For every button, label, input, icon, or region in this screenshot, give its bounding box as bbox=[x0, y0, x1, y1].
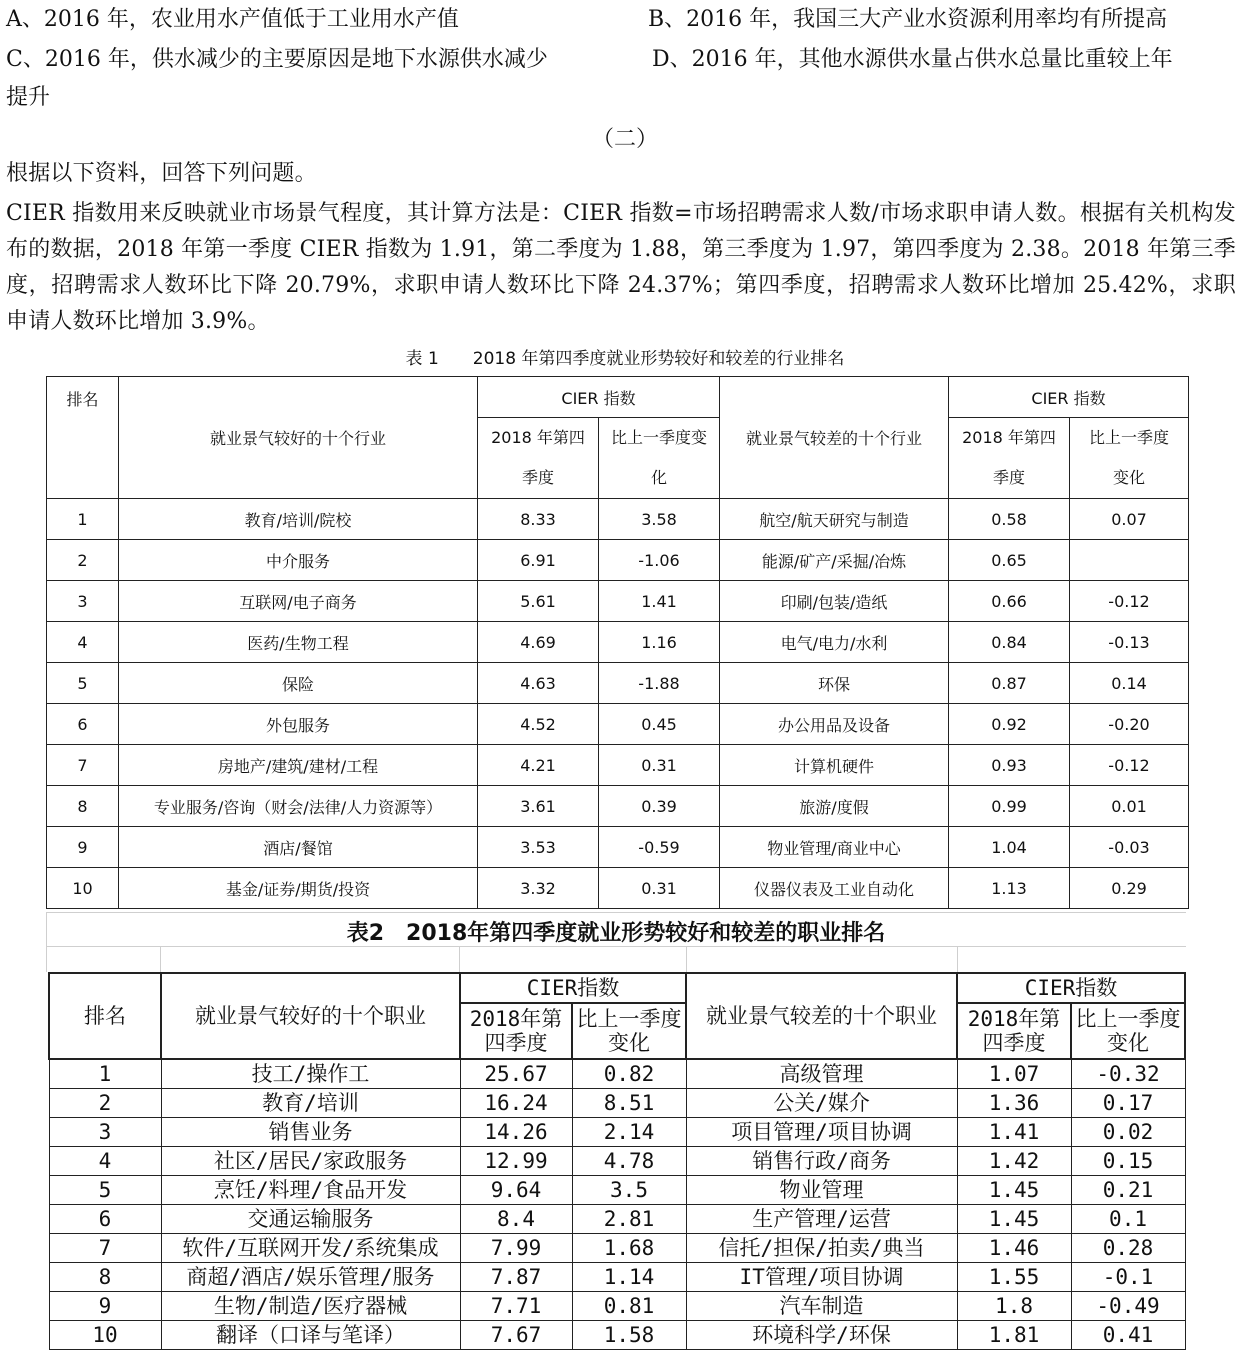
t2-cell-rank: 9 bbox=[49, 1292, 161, 1321]
t1-cell-rank: 9 bbox=[47, 827, 119, 868]
t1-cell-good-q4: 3.61 bbox=[478, 786, 599, 827]
t2-cell-good-name: 翻译（口译与笔译） bbox=[161, 1321, 460, 1350]
table-row bbox=[49, 1234, 1185, 1263]
option-d-continued: 提升 bbox=[6, 85, 51, 110]
t1-cell-bad-change: -0.03 bbox=[1070, 827, 1189, 868]
t1-cell-bad-change bbox=[1070, 540, 1189, 581]
t2-cell-good-change: 2.81 bbox=[572, 1205, 686, 1234]
t2-cell-rank: 3 bbox=[49, 1118, 161, 1147]
t2-cell-bad-name: 汽车制造 bbox=[686, 1292, 957, 1321]
t1-header-cier-2: CIER 指数 bbox=[949, 377, 1189, 418]
t2-cell-rank: 1 bbox=[49, 1059, 161, 1089]
t2-cell-bad-q4: 1.81 bbox=[957, 1321, 1071, 1350]
t1-cell-bad-name: 环保 bbox=[720, 663, 949, 704]
table-row bbox=[49, 1321, 1185, 1350]
t2-cell-good-name: 交通运输服务 bbox=[161, 1205, 460, 1234]
t2-cell-good-change: 1.14 bbox=[572, 1263, 686, 1292]
t1-cell-good-name: 保险 bbox=[119, 663, 478, 704]
option-a: A、2016 年，农业用水产值低于工业用水产值 bbox=[6, 7, 459, 32]
t2-cell-bad-name: 销售行政/商务 bbox=[686, 1147, 957, 1176]
t1-cell-bad-q4: 0.92 bbox=[949, 704, 1070, 745]
t2-cell-bad-q4: 1.45 bbox=[957, 1205, 1071, 1234]
t1-cell-bad-name: 计算机硬件 bbox=[720, 745, 949, 786]
t2-cell-bad-q4: 1.45 bbox=[957, 1176, 1071, 1205]
t1-cell-rank: 8 bbox=[47, 786, 119, 827]
t1-cell-good-change: -1.88 bbox=[599, 663, 720, 704]
table-row bbox=[47, 622, 1189, 663]
table2-caption: 表2 2018年第四季度就业形势较好和较差的职业排名 bbox=[346, 921, 886, 946]
t1-cell-bad-change: 0.07 bbox=[1070, 499, 1189, 540]
t1-cell-good-change: 0.39 bbox=[599, 786, 720, 827]
t1-cell-good-name: 外包服务 bbox=[119, 704, 478, 745]
option-c: C、2016 年，供水减少的主要原因是地下水源供水减少 bbox=[6, 47, 548, 72]
t1-cell-good-name: 基金/证券/期货/投资 bbox=[119, 868, 478, 909]
material-paragraph: CIER 指数用来反映就业市场景气程度，其计算方法是：CIER 指数=市场招聘需求人数/市场求职申请人数。根据有关机构发布的数据，2018 年第一季度 CIER 指数为 1.91，第二季度为 1.88，第三季度为 1.97，第四季度为 2.38。2018 年第三季度，招聘需求人数环比下降 20.79%，求职申请人数环比下降 24.37%；第四季度，招聘需求人数环比增加 25.42%，求职申请人数环比增加 3.9%。 bbox=[6, 201, 1236, 334]
t1-cell-bad-q4: 0.65 bbox=[949, 540, 1070, 581]
t2-cell-good-name: 社区/居民/家政服务 bbox=[161, 1147, 460, 1176]
t1-cell-good-change: 0.31 bbox=[599, 745, 720, 786]
t2-cell-rank: 7 bbox=[49, 1234, 161, 1263]
t1-cell-bad-change: -0.12 bbox=[1070, 581, 1189, 622]
table-row bbox=[49, 1089, 1185, 1118]
t2-header-q4: 2018年第四季度 bbox=[460, 1003, 572, 1059]
table-row bbox=[47, 704, 1189, 745]
t1-cell-good-q4: 3.32 bbox=[478, 868, 599, 909]
option-b: B、2016 年，我国三大产业水资源利用率均有所提高 bbox=[648, 7, 1168, 32]
table-row bbox=[49, 1147, 1185, 1176]
t2-cell-rank: 4 bbox=[49, 1147, 161, 1176]
t1-cell-bad-name: 能源/矿产/采掘/冶炼 bbox=[720, 540, 949, 581]
t1-header-change: 比上一季度变化 bbox=[599, 418, 720, 499]
t1-cell-bad-q4: 0.99 bbox=[949, 786, 1070, 827]
sheet-gridline bbox=[160, 946, 161, 972]
table1 bbox=[46, 376, 1189, 909]
t2-cell-good-change: 2.14 bbox=[572, 1118, 686, 1147]
intro-text: 根据以下资料，回答下列问题。 bbox=[6, 161, 317, 186]
option-d: D、2016 年，其他水源供水量占供水总量比重较上年 bbox=[652, 47, 1173, 72]
t2-cell-bad-name: 公关/媒介 bbox=[686, 1089, 957, 1118]
t2-cell-bad-change: 0.1 bbox=[1071, 1205, 1185, 1234]
t2-cell-bad-q4: 1.42 bbox=[957, 1147, 1071, 1176]
t1-cell-good-q4: 4.21 bbox=[478, 745, 599, 786]
t1-header-good: 就业景气较好的十个行业 bbox=[119, 377, 478, 499]
t1-cell-bad-q4: 0.87 bbox=[949, 663, 1070, 704]
t2-cell-rank: 2 bbox=[49, 1089, 161, 1118]
t2-header-change: 比上一季度变化 bbox=[572, 1003, 686, 1059]
t2-cell-good-change: 0.82 bbox=[572, 1059, 686, 1089]
table-row bbox=[47, 786, 1189, 827]
t1-cell-bad-change: 0.29 bbox=[1070, 868, 1189, 909]
t1-cell-good-name: 医药/生物工程 bbox=[119, 622, 478, 663]
t1-cell-good-q4: 4.69 bbox=[478, 622, 599, 663]
t1-cell-bad-q4: 0.66 bbox=[949, 581, 1070, 622]
t2-cell-good-name: 烹饪/料理/食品开发 bbox=[161, 1176, 460, 1205]
t1-cell-good-change: -1.06 bbox=[599, 540, 720, 581]
table-row bbox=[47, 499, 1189, 540]
t1-cell-good-change: 1.16 bbox=[599, 622, 720, 663]
t1-cell-rank: 10 bbox=[47, 868, 119, 909]
t1-cell-rank: 5 bbox=[47, 663, 119, 704]
t1-cell-bad-name: 电气/电力/水利 bbox=[720, 622, 949, 663]
t2-cell-good-q4: 7.87 bbox=[460, 1263, 572, 1292]
t1-cell-bad-name: 航空/航天研究与制造 bbox=[720, 499, 949, 540]
t2-cell-good-q4: 9.64 bbox=[460, 1176, 572, 1205]
t2-cell-bad-change: 0.28 bbox=[1071, 1234, 1185, 1263]
t2-cell-bad-name: 项目管理/项目协调 bbox=[686, 1118, 957, 1147]
t2-cell-bad-name: 环境科学/环保 bbox=[686, 1321, 957, 1350]
t2-cell-good-change: 8.51 bbox=[572, 1089, 686, 1118]
t2-cell-rank: 6 bbox=[49, 1205, 161, 1234]
t2-cell-bad-q4: 1.41 bbox=[957, 1118, 1071, 1147]
t1-cell-good-q4: 4.52 bbox=[478, 704, 599, 745]
table-row bbox=[47, 745, 1189, 786]
t2-cell-bad-name: IT管理/项目协调 bbox=[686, 1263, 957, 1292]
t2-cell-rank: 10 bbox=[49, 1321, 161, 1350]
table-row bbox=[47, 581, 1189, 622]
t2-cell-good-change: 1.68 bbox=[572, 1234, 686, 1263]
t2-cell-good-change: 1.58 bbox=[572, 1321, 686, 1350]
t1-cell-good-name: 教育/培训/院校 bbox=[119, 499, 478, 540]
t2-header-rank: 排名 bbox=[49, 973, 161, 1059]
table-row bbox=[47, 827, 1189, 868]
t1-cell-rank: 6 bbox=[47, 704, 119, 745]
t2-header-bad: 就业景气较差的十个职业 bbox=[686, 973, 957, 1059]
table-row bbox=[49, 1118, 1185, 1147]
t1-cell-bad-name: 印刷/包装/造纸 bbox=[720, 581, 949, 622]
t2-cell-good-q4: 12.99 bbox=[460, 1147, 572, 1176]
t1-cell-bad-change: -0.20 bbox=[1070, 704, 1189, 745]
t1-header-cier: CIER 指数 bbox=[478, 377, 720, 418]
t2-cell-good-q4: 8.4 bbox=[460, 1205, 572, 1234]
table1-caption: 表 1 2018 年第四季度就业形势较好和较差的行业排名 bbox=[405, 349, 845, 369]
t2-cell-good-name: 生物/制造/医疗器械 bbox=[161, 1292, 460, 1321]
t1-cell-good-q4: 3.53 bbox=[478, 827, 599, 868]
t1-cell-good-q4: 4.63 bbox=[478, 663, 599, 704]
t1-cell-good-change: 3.58 bbox=[599, 499, 720, 540]
t2-header-good: 就业景气较好的十个职业 bbox=[161, 973, 460, 1059]
t2-cell-good-name: 软件/互联网开发/系统集成 bbox=[161, 1234, 460, 1263]
t1-cell-good-q4: 5.61 bbox=[478, 581, 599, 622]
t1-cell-bad-name: 办公用品及设备 bbox=[720, 704, 949, 745]
t1-cell-good-name: 专业服务/咨询（财会/法律/人力资源等） bbox=[119, 786, 478, 827]
t2-cell-good-q4: 14.26 bbox=[460, 1118, 572, 1147]
t1-cell-bad-name: 仪器仪表及工业自动化 bbox=[720, 868, 949, 909]
t1-header-q4: 2018 年第四季度 bbox=[478, 418, 599, 499]
t2-cell-bad-change: 0.15 bbox=[1071, 1147, 1185, 1176]
t1-cell-good-change: 1.41 bbox=[599, 581, 720, 622]
t2-header-q4-2: 2018年第四季度 bbox=[957, 1003, 1071, 1059]
t2-cell-bad-q4: 1.07 bbox=[957, 1059, 1071, 1089]
t2-header-change-2: 比上一季度变化 bbox=[1071, 1003, 1185, 1059]
t1-cell-bad-change: 0.14 bbox=[1070, 663, 1189, 704]
t2-cell-bad-name: 高级管理 bbox=[686, 1059, 957, 1089]
t1-cell-bad-q4: 0.84 bbox=[949, 622, 1070, 663]
table-row bbox=[49, 1059, 1185, 1089]
t1-header-bad: 就业景气较差的十个行业 bbox=[720, 377, 949, 499]
t2-cell-bad-q4: 1.55 bbox=[957, 1263, 1071, 1292]
table-row bbox=[49, 1292, 1185, 1321]
t2-cell-bad-name: 物业管理 bbox=[686, 1176, 957, 1205]
t2-cell-good-q4: 7.67 bbox=[460, 1321, 572, 1350]
t1-header-rank: 排名 bbox=[47, 377, 119, 499]
t1-cell-rank: 3 bbox=[47, 581, 119, 622]
t2-cell-bad-name: 信托/担保/拍卖/典当 bbox=[686, 1234, 957, 1263]
table-row bbox=[49, 1205, 1185, 1234]
t1-cell-bad-change: -0.13 bbox=[1070, 622, 1189, 663]
table2 bbox=[48, 972, 1186, 1350]
t2-cell-bad-q4: 1.36 bbox=[957, 1089, 1071, 1118]
t2-cell-good-name: 销售业务 bbox=[161, 1118, 460, 1147]
sheet-gridline bbox=[46, 912, 1186, 913]
t1-cell-bad-q4: 0.58 bbox=[949, 499, 1070, 540]
sheet-gridline bbox=[459, 946, 460, 972]
t2-cell-bad-change: 0.17 bbox=[1071, 1089, 1185, 1118]
t1-header-change-2: 比上一季度变化 bbox=[1070, 418, 1189, 499]
t2-cell-bad-change: -0.1 bbox=[1071, 1263, 1185, 1292]
t1-cell-bad-change: 0.01 bbox=[1070, 786, 1189, 827]
t2-cell-bad-name: 生产管理/运营 bbox=[686, 1205, 957, 1234]
t2-cell-bad-q4: 1.8 bbox=[957, 1292, 1071, 1321]
t2-header-cier: CIER指数 bbox=[460, 973, 686, 1003]
table-row bbox=[49, 1263, 1185, 1292]
t1-cell-good-name: 酒店/餐馆 bbox=[119, 827, 478, 868]
t1-cell-bad-q4: 1.13 bbox=[949, 868, 1070, 909]
t2-cell-rank: 5 bbox=[49, 1176, 161, 1205]
table-row bbox=[47, 540, 1189, 581]
t2-cell-good-q4: 16.24 bbox=[460, 1089, 572, 1118]
table-row bbox=[49, 1176, 1185, 1205]
t2-cell-bad-change: 0.41 bbox=[1071, 1321, 1185, 1350]
t2-cell-good-change: 0.81 bbox=[572, 1292, 686, 1321]
t1-cell-good-change: -0.59 bbox=[599, 827, 720, 868]
sheet-gridline bbox=[686, 946, 687, 972]
t1-cell-rank: 2 bbox=[47, 540, 119, 581]
t1-cell-rank: 1 bbox=[47, 499, 119, 540]
t1-cell-good-q4: 8.33 bbox=[478, 499, 599, 540]
t1-cell-bad-q4: 1.04 bbox=[949, 827, 1070, 868]
t2-cell-good-name: 商超/酒店/娱乐管理/服务 bbox=[161, 1263, 460, 1292]
t1-cell-bad-name: 物业管理/商业中心 bbox=[720, 827, 949, 868]
t2-cell-good-name: 技工/操作工 bbox=[161, 1059, 460, 1089]
t1-cell-rank: 7 bbox=[47, 745, 119, 786]
t1-cell-bad-name: 旅游/度假 bbox=[720, 786, 949, 827]
table-row bbox=[47, 868, 1189, 909]
t1-cell-good-q4: 6.91 bbox=[478, 540, 599, 581]
t1-cell-good-name: 中介服务 bbox=[119, 540, 478, 581]
t1-cell-rank: 4 bbox=[47, 622, 119, 663]
sheet-gridline bbox=[957, 946, 958, 972]
section-title: （二） bbox=[591, 127, 658, 152]
t1-cell-good-name: 互联网/电子商务 bbox=[119, 581, 478, 622]
t2-cell-bad-change: -0.49 bbox=[1071, 1292, 1185, 1321]
t2-cell-bad-q4: 1.46 bbox=[957, 1234, 1071, 1263]
t1-cell-good-change: 0.31 bbox=[599, 868, 720, 909]
table-row bbox=[47, 663, 1189, 704]
t1-cell-bad-change: -0.12 bbox=[1070, 745, 1189, 786]
t2-cell-rank: 8 bbox=[49, 1263, 161, 1292]
t2-header-cier-2: CIER指数 bbox=[957, 973, 1185, 1003]
t2-cell-bad-change: 0.21 bbox=[1071, 1176, 1185, 1205]
t1-cell-good-change: 0.45 bbox=[599, 704, 720, 745]
t1-cell-good-name: 房地产/建筑/建材/工程 bbox=[119, 745, 478, 786]
t2-cell-good-change: 3.5 bbox=[572, 1176, 686, 1205]
t2-cell-good-q4: 7.71 bbox=[460, 1292, 572, 1321]
t2-cell-good-name: 教育/培训 bbox=[161, 1089, 460, 1118]
t1-cell-bad-q4: 0.93 bbox=[949, 745, 1070, 786]
t1-header-q4-2: 2018 年第四季度 bbox=[949, 418, 1070, 499]
t2-cell-good-change: 4.78 bbox=[572, 1147, 686, 1176]
t2-cell-bad-change: 0.02 bbox=[1071, 1118, 1185, 1147]
t2-cell-bad-change: -0.32 bbox=[1071, 1059, 1185, 1089]
t2-cell-good-q4: 25.67 bbox=[460, 1059, 572, 1089]
t2-cell-good-q4: 7.99 bbox=[460, 1234, 572, 1263]
